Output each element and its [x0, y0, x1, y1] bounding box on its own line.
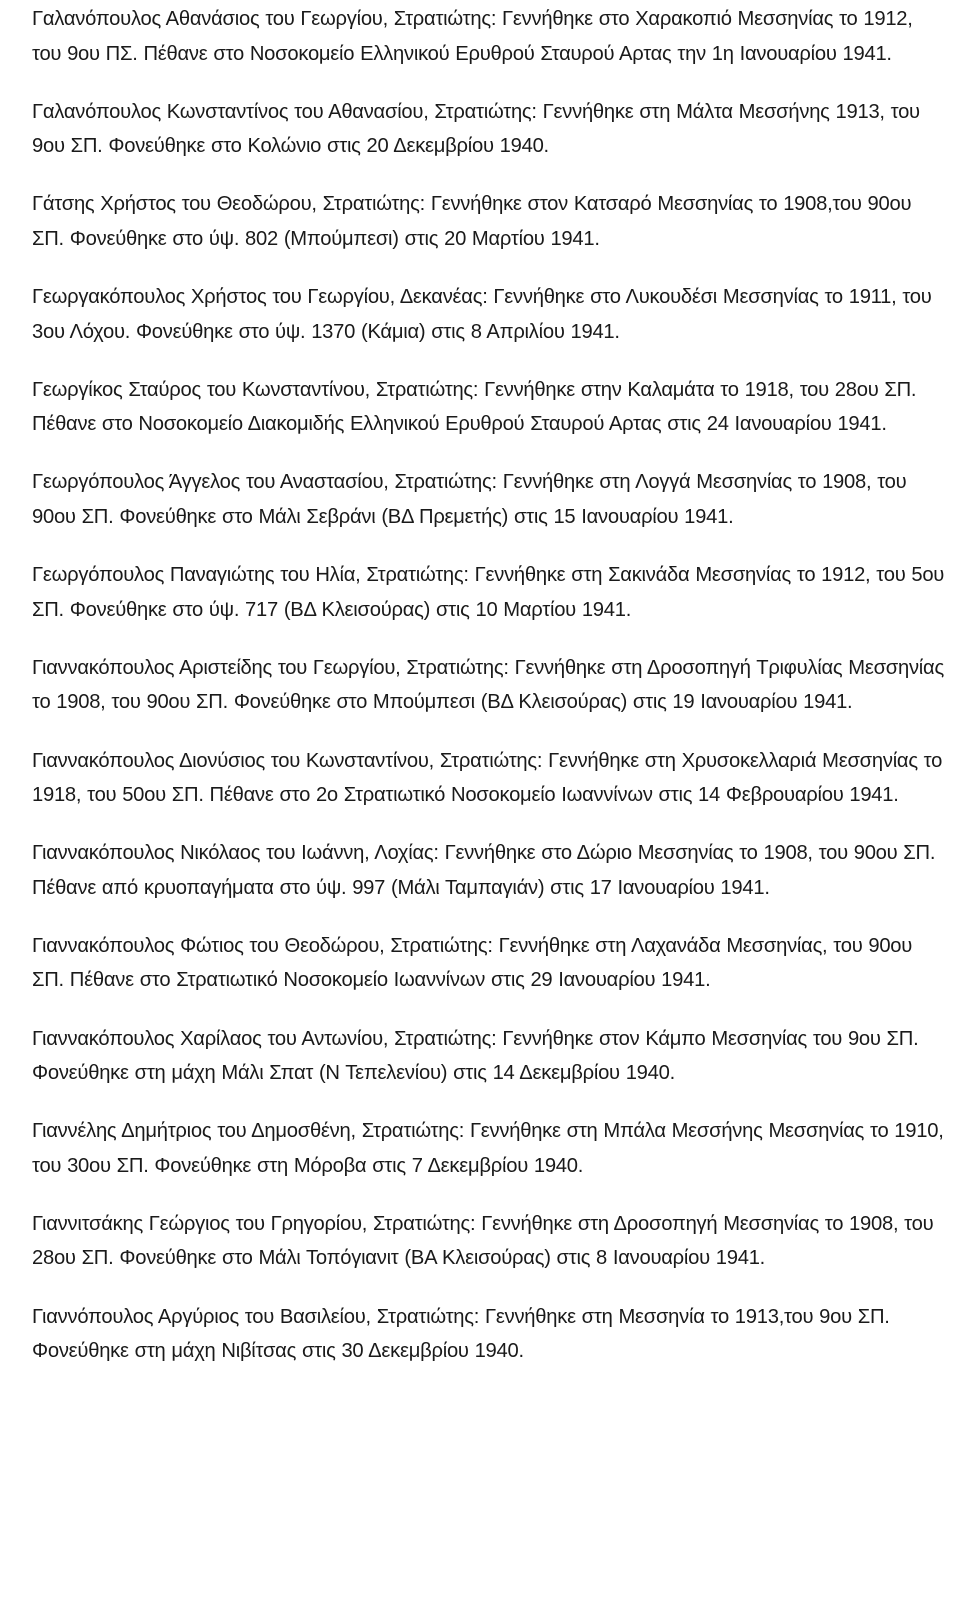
entry-galanopoulos-konstantinos: Γαλανόπουλος Κωνσταντίνος του Αθανασίου, Στρατιώτης: Γεννήθηκε στη Μάλτα Μεσσήνης 1913, του 9ου ΣΠ. Φονεύθηκε στο Κολώνιο στις 20 Δεκεμβρίου 1940. — [32, 100, 920, 158]
entry-giannakopoulos-fotios: Γιαννακόπουλος Φώτιος του Θεοδώρου, Στρατιώτης: Γεννήθηκε στη Λαχανάδα Μεσσηνίας, του 90ου ΣΠ. Πέθανε στο Στρατιωτικό Νοσοκομείο Ιωαννίνων στις 29 Ιανουαρίου 1941. — [32, 934, 913, 992]
entry-georgikos-stavros: Γεωργίκος Σταύρος του Κωνσταντίνου, Στρατιώτης: Γεννήθηκε στην Καλαμάτα το 1918, του 28ου ΣΠ. Πέθανε στο Νοσοκομείο Διακομιδής Ελληνικού Ερυθρού Σταυρού Αρτας στις 24 Ιανουαρίου 1941. — [32, 378, 917, 436]
entry-georgopoulos-panagiotis: Γεωργόπουλος Παναγιώτης του Ηλία, Στρατιώτης: Γεννήθηκε στη Σακινάδα Μεσσηνίας το 1912, του 5ου ΣΠ. Φονεύθηκε στο ύψ. 717 (ΒΔ Κλεισούρας) στις 10 Μαρτίου 1941. — [32, 564, 945, 621]
entry-giannakopoulos-nikolaos: Γιαννακόπουλος Νικόλαος του Ιωάννη, Λοχίας: Γεννήθηκε στο Δώριο Μεσσηνίας το 1908, του 90ου ΣΠ. Πέθανε από κρυοπαγήματα στο ύψ. 997 (Μάλι Ταμπαγιάν) στις 17 Ιανουαρίου 1941. — [32, 842, 936, 899]
entry-galanopoulos-athanasios: Γαλανόπουλος Αθανάσιος του Γεωργίου, Στρατιώτης: Γεννήθηκε στο Χαρακοπιό Μεσσηνίας το 1912, του 9ου ΠΣ. Πέθανε στο Νοσοκομείο Ελληνικού Ερυθρού Σταυρού Αρτας την 1η Ιανουαρίου 1941. — [32, 8, 913, 65]
entry-giannitsakis-georgios: Γιαννιτσάκης Γεώργιος του Γρηγορίου, Στρατιώτης: Γεννήθηκε στη Δροσοπηγή Μεσσηνίας το 1908, του 28ου ΣΠ. Φονεύθηκε στο Μάλι Τοπόγιανιτ (ΒΑ Κλεισούρας) στις 8 Ιανουαρίου 1941. — [32, 1212, 934, 1270]
entry-georgakopoulos-christos: Γεωργακόπουλος Χρήστος του Γεωργίου, Δεκανέας: Γεννήθηκε στο Λυκουδέσι Μεσσηνίας το 1911, του 3ου Λόχου. Φονεύθηκε στο ύψ. 1370 (Κάμια) στις 8 Απριλίου 1941. — [32, 286, 932, 343]
entry-giannakopoulos-charilaos: Γιαννακόπουλος Χαρίλαος του Αντωνίου, Στρατιώτης: Γεννήθηκε στον Κάμπο Μεσσηνίας του 9ου ΣΠ. Φονεύθηκε στη μάχη Μάλι Σπατ (Ν Τεπελενίου) στις 14 Δεκεμβρίου 1940. — [32, 1027, 919, 1085]
entry-gatsis-christos: Γάτσης Χρήστος του Θεοδώρου, Στρατιώτης: Γεννήθηκε στον Κατσαρό Μεσσηνίας το 1908,του 90ου ΣΠ. Φονεύθηκε στο ύψ. 802 (Μπούμπεσι) στις 20 Μαρτίου 1941. — [32, 193, 912, 250]
entry-giannopoulos-argyrios: Γιαννόπουλος Αργύριος του Βασιλείου, Στρατιώτης: Γεννήθηκε στη Μεσσηνία το 1913,του 9ου ΣΠ. Φονεύθηκε στη μάχη Νιβίτσας στις 30 Δεκεμβρίου 1940. — [32, 1305, 890, 1363]
entry-giannelis-dimitrios: Γιαννέλης Δημήτριος του Δημοσθένη, Στρατιώτης: Γεννήθηκε στη Μπάλα Μεσσήνης Μεσσηνίας το 1910, του 30ου ΣΠ. Φονεύθηκε στη Μόροβα στις 7 Δεκεμβρίου 1940. — [32, 1120, 944, 1177]
entry-giannakopoulos-dionysios: Γιαννακόπουλος Διονύσιος του Κωνσταντίνου, Στρατιώτης: Γεννήθηκε στη Χρυσοκελλαριά Μεσσηνίας το 1918, του 50ου ΣΠ. Πέθανε στο 2ο Στρατιωτικό Νοσοκομείο Ιωαννίνων στις 14 Φεβρουαρίου 1941. — [32, 749, 943, 806]
entry-giannakopoulos-aristeidis: Γιαννακόπουλος Αριστείδης του Γεωργίου, Στρατιώτης: Γεννήθηκε στη Δροσοπηγή Τριφυλίας Μεσσηνίας το 1908, του 90ου ΣΠ. Φονεύθηκε στο Μπούμπεσι (ΒΔ Κλεισούρας) στις 19 Ιανουαρίου 1941. — [32, 656, 944, 714]
entry-georgopoulos-angelos: Γεωργόπουλος Άγγελος του Αναστασίου, Στρατιώτης: Γεννήθηκε στη Λογγά Μεσσηνίας το 1908, του 90ου ΣΠ. Φονεύθηκε στο Μάλι Σεβράνι (ΒΔ Πρεμετής) στις 15 Ιανουαρίου 1941. — [32, 471, 907, 528]
